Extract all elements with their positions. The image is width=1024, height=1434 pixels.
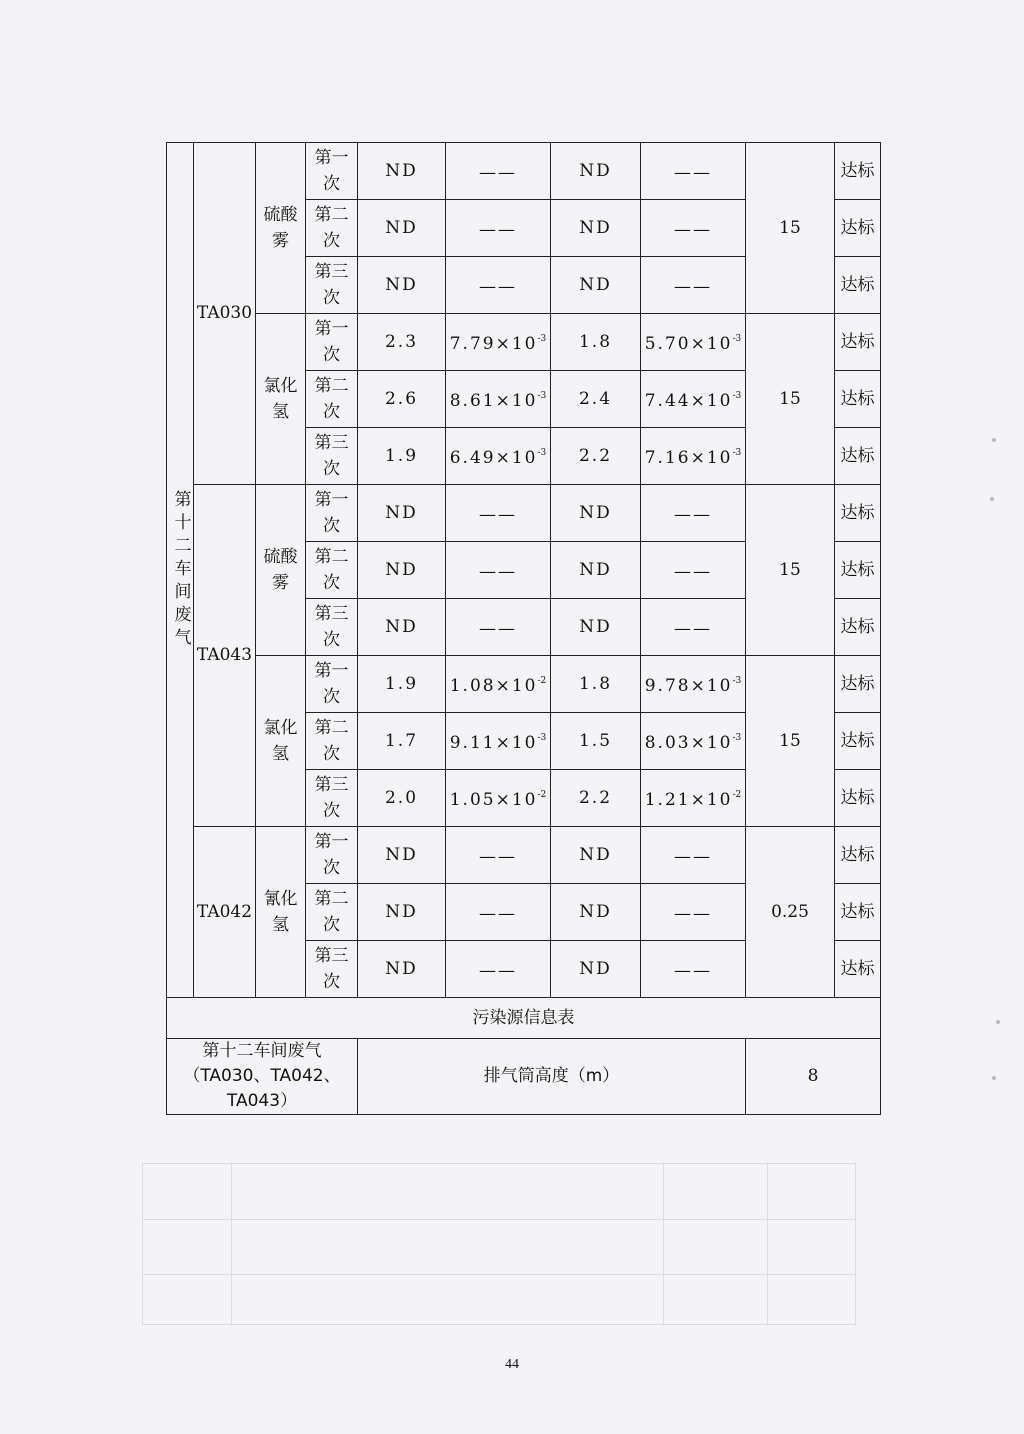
table-row <box>167 314 881 371</box>
concentration-2: ND <box>551 542 641 599</box>
emission-rate-1 <box>446 371 551 428</box>
result-label: 达标 <box>835 884 881 941</box>
section-label: 第十二车间废气 <box>167 143 194 998</box>
result-label: 达标 <box>835 485 881 542</box>
result-label: 达标 <box>835 314 881 371</box>
concentration-2: ND <box>551 941 641 998</box>
concentration-1: ND <box>358 827 446 884</box>
run-label: 第一次 <box>306 827 358 884</box>
rate-value: —— <box>479 277 517 297</box>
emission-monitoring-table <box>166 142 881 1115</box>
rate-value: 7.79×10 <box>449 334 538 354</box>
concentration-2: 1.5 <box>551 713 641 770</box>
rate-value: 7.16×10 <box>644 448 733 468</box>
run-label: 第二次 <box>306 542 358 599</box>
result-label: 达标 <box>835 827 881 884</box>
limit-value: 15 <box>746 656 835 827</box>
scan-speck <box>992 1076 996 1080</box>
result-label: 达标 <box>835 143 881 200</box>
run-label: 第一次 <box>306 485 358 542</box>
rate-exponent: -3 <box>537 334 547 344</box>
concentration-2: ND <box>551 827 641 884</box>
concentration-1: 1.9 <box>358 428 446 485</box>
run-label: 第三次 <box>306 770 358 827</box>
emission-rate-2 <box>641 884 746 941</box>
scan-speck <box>992 438 996 442</box>
run-label: 第一次 <box>306 143 358 200</box>
emission-rate-2 <box>641 314 746 371</box>
rate-value: —— <box>479 220 517 240</box>
emission-rate-2 <box>641 428 746 485</box>
concentration-2: ND <box>551 485 641 542</box>
rate-value: —— <box>674 505 712 525</box>
rate-exponent: -3 <box>537 733 547 743</box>
emission-rate-1 <box>446 599 551 656</box>
rate-value: 1.05×10 <box>449 790 538 810</box>
emission-rate-1 <box>446 428 551 485</box>
rate-value: 1.08×10 <box>449 676 538 696</box>
rate-exponent: -3 <box>732 448 742 458</box>
rate-value: 1.21×10 <box>644 790 733 810</box>
rate-exponent: -3 <box>732 733 742 743</box>
concentration-2: ND <box>551 143 641 200</box>
concentration-1: ND <box>358 599 446 656</box>
info-table-title: 污染源信息表 <box>167 998 881 1039</box>
rate-value: —— <box>479 562 517 582</box>
concentration-2: 1.8 <box>551 656 641 713</box>
emission-rate-2 <box>641 656 746 713</box>
concentration-1: ND <box>358 884 446 941</box>
rate-value: —— <box>674 619 712 639</box>
emission-rate-2 <box>641 941 746 998</box>
rate-exponent: -3 <box>537 448 547 458</box>
result-label: 达标 <box>835 371 881 428</box>
run-label: 第三次 <box>306 941 358 998</box>
pollutant-name: 硫酸雾 <box>256 485 306 656</box>
run-label: 第一次 <box>306 656 358 713</box>
run-label: 第二次 <box>306 371 358 428</box>
emission-rate-1 <box>446 884 551 941</box>
result-label: 达标 <box>835 941 881 998</box>
rate-value: —— <box>674 163 712 183</box>
concentration-1: 2.0 <box>358 770 446 827</box>
run-label: 第二次 <box>306 884 358 941</box>
info-height-value: 8 <box>746 1039 881 1115</box>
emission-rate-1 <box>446 314 551 371</box>
rate-value: 6.49×10 <box>449 448 538 468</box>
source-id: TA030 <box>194 143 256 485</box>
emission-rate-2 <box>641 713 746 770</box>
run-label: 第一次 <box>306 314 358 371</box>
concentration-1: ND <box>358 143 446 200</box>
result-label: 达标 <box>835 200 881 257</box>
emission-rate-2 <box>641 827 746 884</box>
emission-rate-2 <box>641 485 746 542</box>
emission-rate-1 <box>446 257 551 314</box>
result-label: 达标 <box>835 656 881 713</box>
rate-exponent: -2 <box>537 676 547 686</box>
concentration-2: ND <box>551 884 641 941</box>
pollutant-name: 氯化氢 <box>256 656 306 827</box>
pollutant-name: 氯化氢 <box>256 314 306 485</box>
emission-rate-2 <box>641 599 746 656</box>
result-label: 达标 <box>835 713 881 770</box>
result-label: 达标 <box>835 257 881 314</box>
emission-rate-2 <box>641 542 746 599</box>
rate-value: —— <box>479 163 517 183</box>
rate-value: —— <box>479 505 517 525</box>
concentration-1: 1.7 <box>358 713 446 770</box>
scan-speck <box>996 1020 1000 1024</box>
table-row <box>167 656 881 713</box>
scan-speck <box>990 497 994 501</box>
concentration-2: ND <box>551 200 641 257</box>
rate-value: —— <box>674 562 712 582</box>
concentration-1: ND <box>358 542 446 599</box>
rate-value: 8.61×10 <box>449 391 538 411</box>
concentration-2: 1.8 <box>551 314 641 371</box>
rate-value: —— <box>674 847 712 867</box>
rate-exponent: -3 <box>732 391 742 401</box>
table-row <box>167 827 881 884</box>
result-label: 达标 <box>835 770 881 827</box>
rate-value: —— <box>674 904 712 924</box>
rate-value: 9.11×10 <box>449 733 538 753</box>
rate-exponent: -3 <box>537 391 547 401</box>
pollutant-name: 硫酸雾 <box>256 143 306 314</box>
emission-rate-1 <box>446 485 551 542</box>
source-id: TA042 <box>194 827 256 998</box>
limit-value: 15 <box>746 485 835 656</box>
emission-rate-1 <box>446 143 551 200</box>
concentration-1: ND <box>358 200 446 257</box>
rate-exponent: -3 <box>732 334 742 344</box>
result-label: 达标 <box>835 599 881 656</box>
emission-rate-1 <box>446 713 551 770</box>
emission-rate-1 <box>446 770 551 827</box>
emission-rate-2 <box>641 770 746 827</box>
rate-exponent: -3 <box>732 676 742 686</box>
concentration-1: ND <box>358 485 446 542</box>
page-number: 44 <box>505 1357 519 1372</box>
rate-value: —— <box>479 619 517 639</box>
concentration-1: 2.6 <box>358 371 446 428</box>
run-label: 第三次 <box>306 599 358 656</box>
emission-rate-2 <box>641 143 746 200</box>
rate-value: 8.03×10 <box>644 733 733 753</box>
emission-rate-2 <box>641 257 746 314</box>
concentration-1: ND <box>358 941 446 998</box>
concentration-1: ND <box>358 257 446 314</box>
rate-exponent: -2 <box>732 790 742 800</box>
table-row <box>167 143 881 200</box>
emission-rate-1 <box>446 827 551 884</box>
run-label: 第三次 <box>306 257 358 314</box>
concentration-1: 1.9 <box>358 656 446 713</box>
rate-value: 5.70×10 <box>644 334 733 354</box>
result-label: 达标 <box>835 428 881 485</box>
rate-value: —— <box>479 904 517 924</box>
concentration-2: 2.2 <box>551 770 641 827</box>
rate-value: 7.44×10 <box>644 391 733 411</box>
emission-rate-1 <box>446 941 551 998</box>
rate-value: 9.78×10 <box>644 676 733 696</box>
run-label: 第二次 <box>306 200 358 257</box>
emission-rate-2 <box>641 371 746 428</box>
run-label: 第二次 <box>306 713 358 770</box>
run-label: 第三次 <box>306 428 358 485</box>
info-source-label: 第十二车间废气（TA030、TA042、TA043） <box>167 1039 358 1115</box>
rate-exponent: -2 <box>537 790 547 800</box>
limit-value: 15 <box>746 143 835 314</box>
concentration-2: 2.2 <box>551 428 641 485</box>
bleed-through-table <box>142 1163 856 1325</box>
emission-rate-1 <box>446 656 551 713</box>
limit-value: 0.25 <box>746 827 835 998</box>
limit-value: 15 <box>746 314 835 485</box>
emission-rate-2 <box>641 200 746 257</box>
concentration-2: ND <box>551 257 641 314</box>
info-height-label: 排气筒高度（m） <box>358 1039 746 1115</box>
concentration-2: ND <box>551 599 641 656</box>
emission-rate-1 <box>446 200 551 257</box>
rate-value: —— <box>674 220 712 240</box>
rate-value: —— <box>479 961 517 981</box>
rate-value: —— <box>479 847 517 867</box>
emission-rate-1 <box>446 542 551 599</box>
pollutant-name: 氰化氢 <box>256 827 306 998</box>
rate-value: —— <box>674 961 712 981</box>
rate-value: —— <box>674 277 712 297</box>
concentration-1: 2.3 <box>358 314 446 371</box>
concentration-2: 2.4 <box>551 371 641 428</box>
result-label: 达标 <box>835 542 881 599</box>
table-row <box>167 485 881 542</box>
source-id: TA043 <box>194 485 256 827</box>
